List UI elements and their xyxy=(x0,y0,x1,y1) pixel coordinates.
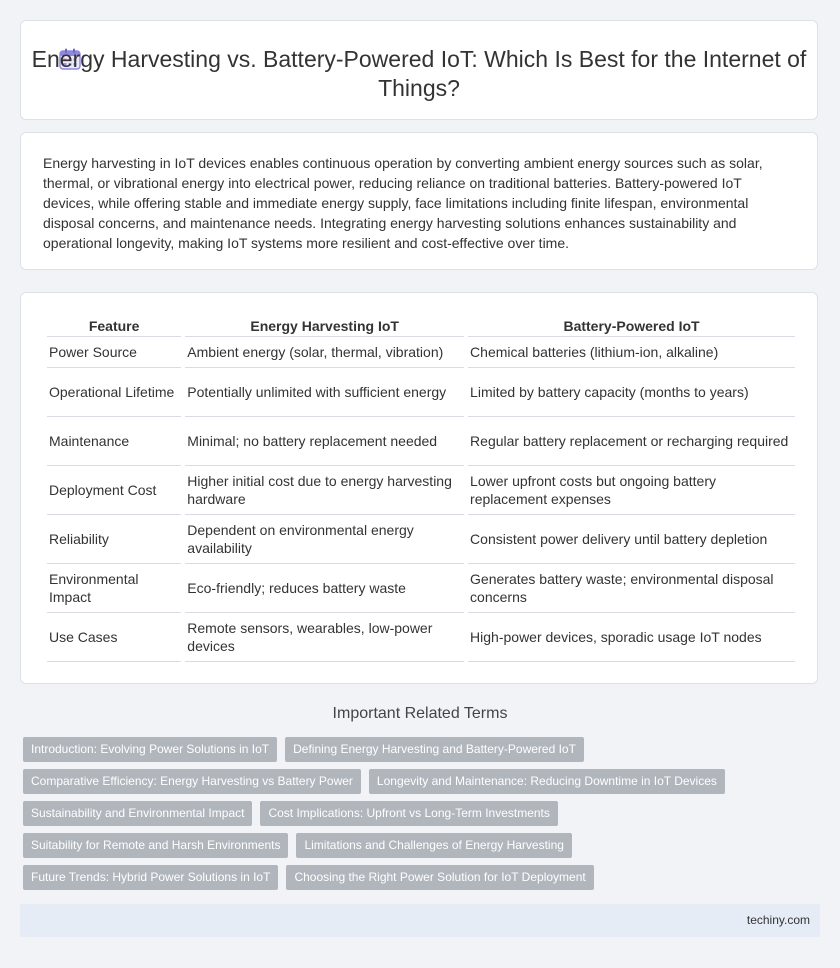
table-cell-battery-powered: Regular battery replacement or recharging required xyxy=(468,417,795,466)
table-cell-battery-powered: Limited by battery capacity (months to years) xyxy=(468,368,795,417)
related-term-tag[interactable]: Limitations and Challenges of Energy Harvesting xyxy=(296,833,571,858)
related-term-tag[interactable]: Cost Implications: Upfront vs Long-Term Investments xyxy=(260,801,557,826)
intro-paragraph: Energy harvesting in IoT devices enables continuous operation by converting ambient energy sources such as solar, thermal, or vibrational energy into electrical power, reducing reliance on traditional batteries. Battery-powered IoT devices, while offering stable and immediate energy supply, face limitations including finite lifespan, environmental disposal concerns, and maintenance needs. Integrating energy harvesting solutions enhances sustainability and operational longevity, making IoT systems more resilient and cost-effective over time. xyxy=(43,155,763,251)
table-cell-energy-harvesting: Minimal; no battery replacement needed xyxy=(185,417,464,466)
table-row xyxy=(47,564,795,613)
table-cell-energy-harvesting: Dependent on environmental energy availability xyxy=(185,515,464,564)
related-term-tag[interactable]: Sustainability and Environmental Impact xyxy=(23,801,252,826)
table-cell-energy-harvesting: Ambient energy (solar, thermal, vibration) xyxy=(185,337,464,368)
table-cell-energy-harvesting: Higher initial cost due to energy harvesting hardware xyxy=(185,466,464,515)
header-card xyxy=(20,20,818,120)
table-cell-energy-harvesting: Potentially unlimited with sufficient energy xyxy=(185,368,464,417)
related-term-tag[interactable]: Choosing the Right Power Solution for IoT Deployment xyxy=(286,865,593,890)
related-term-tag[interactable]: Defining Energy Harvesting and Battery-Powered IoT xyxy=(285,737,584,762)
table-row xyxy=(47,417,795,466)
table-cell-feature: Use Cases xyxy=(47,613,181,662)
page-title: Energy Harvesting vs. Battery-Powered IoT: Which Is Best for the Internet of Things? xyxy=(31,46,807,101)
table-row xyxy=(47,613,795,662)
table-row xyxy=(47,515,795,564)
intro-card xyxy=(20,132,818,270)
table-cell-feature: Maintenance xyxy=(47,417,181,466)
related-terms-list xyxy=(23,737,813,897)
table-cell-feature: Power Source xyxy=(47,337,181,368)
table-cell-battery-powered: Lower upfront costs but ongoing battery replacement expenses xyxy=(468,466,795,515)
table-cell-feature: Environmental Impact xyxy=(47,564,181,613)
comparison-table xyxy=(43,315,799,662)
table-cell-battery-powered: Generates battery waste; environmental disposal concerns xyxy=(468,564,795,613)
table-cell-battery-powered: Consistent power delivery until battery depletion xyxy=(468,515,795,564)
table-row xyxy=(47,368,795,417)
footer-bar xyxy=(20,904,820,937)
column-header-feature: Feature xyxy=(47,315,181,337)
comparison-card xyxy=(20,292,818,684)
table-cell-energy-harvesting: Eco-friendly; reduces battery waste xyxy=(185,564,464,613)
table-row xyxy=(47,466,795,515)
related-terms-heading: Important Related Terms xyxy=(332,705,508,722)
table-row xyxy=(47,337,795,368)
table-cell-feature: Deployment Cost xyxy=(47,466,181,515)
table-cell-battery-powered: Chemical batteries (lithium-ion, alkaline) xyxy=(468,337,795,368)
table-cell-feature: Operational Lifetime xyxy=(47,368,181,417)
related-term-tag[interactable]: Introduction: Evolving Power Solutions in IoT xyxy=(23,737,277,762)
table-cell-feature: Reliability xyxy=(47,515,181,564)
related-term-tag[interactable]: Suitability for Remote and Harsh Environments xyxy=(23,833,288,858)
related-term-tag[interactable]: Comparative Efficiency: Energy Harvesting vs Battery Power xyxy=(23,769,361,794)
related-term-tag[interactable]: Future Trends: Hybrid Power Solutions in IoT xyxy=(23,865,278,890)
related-term-tag[interactable]: Longevity and Maintenance: Reducing Downtime in IoT Devices xyxy=(369,769,725,794)
column-header-battery-powered: Battery-Powered IoT xyxy=(468,315,795,337)
column-header-energy-harvesting: Energy Harvesting IoT xyxy=(185,315,464,337)
table-header-row xyxy=(47,315,795,337)
table-cell-battery-powered: High-power devices, sporadic usage IoT nodes xyxy=(468,613,795,662)
footer-site-link[interactable]: techiny.com xyxy=(746,913,810,927)
table-cell-energy-harvesting: Remote sensors, wearables, low-power devices xyxy=(185,613,464,662)
